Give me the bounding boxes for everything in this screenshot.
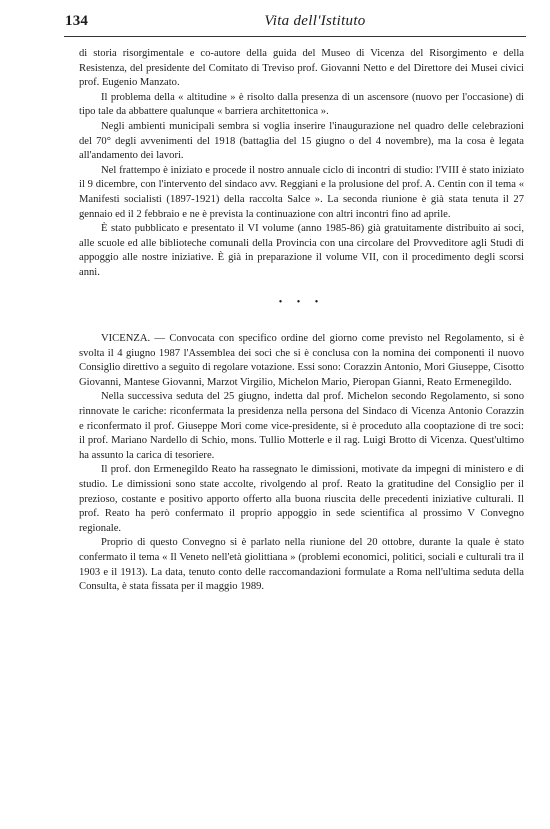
body-text xyxy=(79,47,524,595)
paragraph: Negli ambienti municipali sembra si voglia inserire l'inaugurazione nel quadro delle celebrazioni del 70° degli avvenimenti del 1918 (battaglia del 15 giugno o del 4 novembre), ma la cosa è legata all'andamento dei lavori. xyxy=(79,120,524,162)
paragraph: È stato pubblicato e presentato il VI volume (anno 1985-86) già gratuitamente distribuito ai soci, alle scuole ed alle biblioteche comunali della Provincia con una circolare del Provveditore agli Studi di appoggio alle nostre iniziative. È già in preparazione il volume VII, con il procedimento degli scorsi anni. xyxy=(79,223,524,278)
paragraph: VICENZA. — Convocata con specifico ordine del giorno come previsto nel Regolamento, si è svolta il 4 giugno 1987 l'Assemblea dei soci che si è conclusa con la nomina dei componenti il nuovo Consiglio direttivo a seguito di regolare votazione. Essi sono: Corazzin Antonio, Mori Giuseppe, Cisotto Giovanni, Mantese Giovanni, Marzot Virgilio, Michelon Mario, Pieropan Gianni, Reato Ermenegildo. xyxy=(79,333,524,388)
paragraph: Nella successiva seduta del 25 giugno, indetta dal prof. Michelon secondo Regolamento, si sono rinnovate le cariche: riconfermata la presidenza nella persona del Sindaco di Vicenza Antonio Corazzin e riconfermato il prof. Giuseppe Mori come vice-presidente, si è proceduto alla cooptazione di tre soci: il prof. Mariano Nardello di Schio, mons. Tullio Motterle e il rag. Luigi Brotto di Vicenza. Quest'ultimo ha assunto la carica di tesoriere. xyxy=(79,391,524,461)
paragraph: Proprio di questo Convegno si è parlato nella riunione del 20 ottobre, durante la quale è stato confermato il tema « Il Veneto nell'età giolittiana » (problemi economici, politici, sociali e culturali tra il 1903 e il 1913). La data, tenuto conto delle raccomandazioni formulate a Roma nell'ultima seduta della Consulta, è stata fissata per il maggio 1989. xyxy=(79,537,524,593)
paragraph: Nel frattempo è iniziato e procede il nostro annuale ciclo di incontri di studio: l'VIII è stato iniziato il 9 dicembre, con l'intervento del sindaco avv. Reggiani e la prolusione del prof. A. Centin con il tema « Manifesti socialisti (1897-1921) della raccolta Salce ». La seconda riunione è già stata tenuta il 27 gennaio ed il 2 febbraio e ne è prevista la continuazione con altri incontri fino ad aprile. xyxy=(79,164,524,220)
header-rule xyxy=(64,36,526,37)
section-separator: • • • xyxy=(278,296,325,308)
paragraph: Il problema della « altitudine » è risolto dalla presenza di un ascensore (nuovo per l'occasione) di tipo tale da abbattere qualunque « barriera architettonica ». xyxy=(79,91,524,118)
page-number: 134 xyxy=(65,13,89,29)
paragraph: Il prof. don Ermenegildo Reato ha rassegnato le dimissioni, motivate da impegni di ministero e di studio. Le dimissioni sono state accolte, rivolgendo al prof. Reato la gratitudine del Consiglio per il prezioso, costante e positivo apporto offerto alla buona riuscita delle precedenti iniziative culturali. Il prof. Reato ha però confermato il proprio appoggio in sede scientifica al prossimo V Convegno regionale. xyxy=(79,464,524,534)
page-header xyxy=(65,13,525,33)
running-title: Vita dell'Istituto xyxy=(264,13,366,29)
paragraph: di storia risorgimentale e co-autore della guida del Museo di Vicenza del Risorgimento e della Resistenza, del presidente del Comitato di Treviso prof. Giovanni Netto e del Direttore dei Musei civici prof. Eugenio Manzato. xyxy=(79,48,524,89)
